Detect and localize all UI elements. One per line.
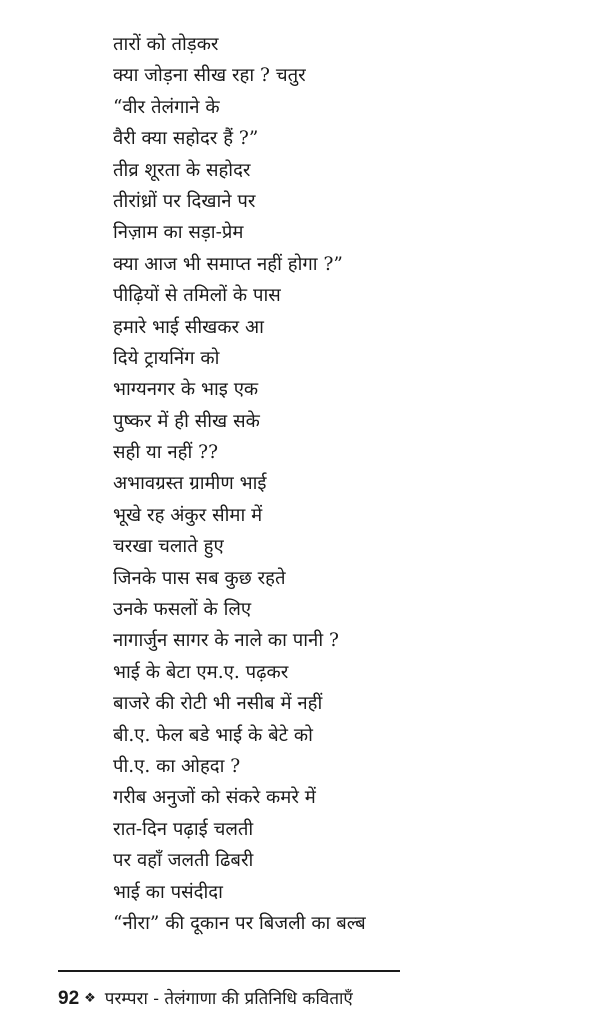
poem-line: बी.ए. फेल बडे भाई के बेटे को — [113, 724, 313, 746]
poem-line: क्या आज भी समाप्त नहीं होगा ?” — [113, 253, 343, 275]
poem-line: पुष्कर में ही सीख सके — [113, 410, 260, 432]
poem-line: पर वहाँ जलती ढिबरी — [113, 850, 254, 872]
poem-line: सही या नहीं ?? — [113, 442, 219, 464]
poem-body — [113, 29, 583, 939]
page-number: 92 — [58, 988, 80, 1009]
poem-line: बाजरे की रोटी भी नसीब में नहीं — [113, 693, 323, 715]
footer-divider — [58, 970, 400, 972]
poem-line: अभावग्रस्त ग्रामीण भाई — [113, 473, 267, 495]
poem-line: रात-दिन पढ़ाई चलती — [113, 818, 254, 840]
poem-line: तीव्र शूरता के सहोदर — [113, 159, 251, 181]
poem-line: भाई के बेटा एम.ए. पढ़कर — [113, 661, 289, 683]
diamond-ornament-icon: ❖ — [84, 991, 96, 1006]
poem-line: गरीब अनुजों को संकरे कमरे में — [113, 787, 316, 809]
poem-line: “नीरा” की दूकान पर बिजली का बल्ब — [113, 912, 366, 934]
poem-line: “वीर तेलंगाने के — [113, 96, 220, 118]
poem-line: क्या जोड़ना सीख रहा ? चतुर — [113, 65, 306, 87]
poem-line: तारों को तोड़कर — [113, 34, 219, 55]
poem-line: निज़ाम का सड़ा-प्रेम — [113, 222, 244, 244]
poem-line: दिये ट्रायनिंग को — [113, 347, 220, 369]
poem-line: जिनके पास सब कुछ रहते — [113, 567, 286, 589]
poem-line: पीढ़ियों से तमिलों के पास — [113, 285, 281, 307]
poem-line: भाग्यनगर के भाइ एक — [113, 379, 259, 401]
poem-line: उनके फसलों के लिए — [113, 599, 252, 621]
poem-line: तीरांध्रों पर दिखाने पर — [113, 190, 256, 212]
running-title: परम्परा - तेलंगाणा की प्रतिनिधि कविताएँ — [104, 989, 353, 1009]
poem-line: भूखे रह अंकुर सीमा में — [113, 504, 263, 526]
poem-line: चरखा चलाते हुए — [113, 536, 224, 558]
page-footer — [58, 984, 353, 1014]
poem-line: पी.ए. का ओहदा ? — [113, 755, 241, 777]
poem-line: भाई का पसंदीदा — [113, 881, 223, 903]
poem-line: हमारे भाई सीखकर आ — [113, 316, 264, 338]
poem-line: नागार्जुन सागर के नाले का पानी ? — [113, 630, 339, 652]
poem-line: वैरी क्या सहोदर हैं ?” — [113, 128, 259, 150]
